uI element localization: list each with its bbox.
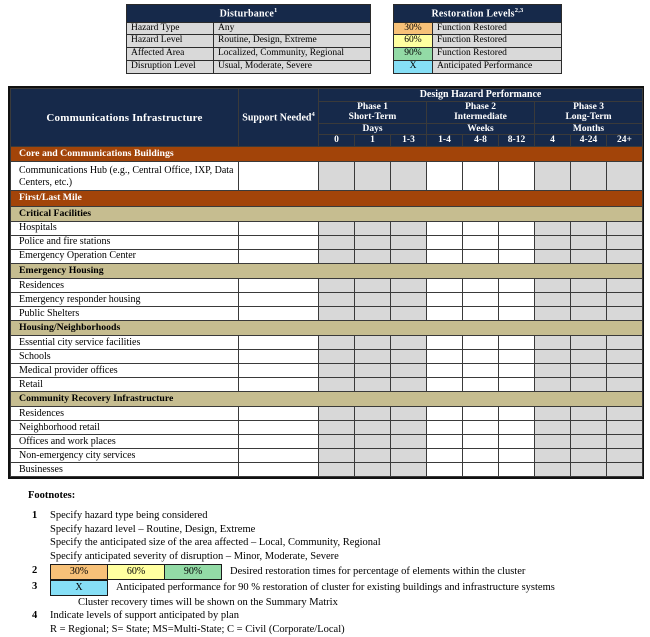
footnote-line: Specify the anticipated size of the area affected – Local, Community, Regional [50, 537, 381, 549]
header-design-hazard-performance: Design Hazard Performance [319, 89, 643, 101]
performance-cell-4[interactable] [427, 378, 463, 392]
performance-cell-3[interactable] [391, 350, 427, 364]
performance-cell-5[interactable] [463, 364, 499, 378]
footnote-text: Desired restoration times for percentage of elements within the cluster [230, 565, 526, 577]
performance-cell-9[interactable] [607, 221, 643, 235]
performance-cell-7[interactable] [535, 350, 571, 364]
performance-cell-7[interactable] [535, 449, 571, 463]
performance-cell-3[interactable] [391, 279, 427, 293]
support-needed-cell[interactable] [239, 249, 319, 263]
performance-cell-6[interactable] [499, 249, 535, 263]
anticipated-performance-swatch: X [50, 580, 108, 596]
footnote-line: Specify hazard level – Routine, Design, Extreme [50, 523, 256, 535]
performance-cell-6[interactable] [499, 350, 535, 364]
restoration-legend-title [394, 5, 562, 23]
support-needed-cell[interactable] [239, 463, 319, 477]
performance-cell-4[interactable] [427, 364, 463, 378]
performance-cell-5[interactable] [463, 307, 499, 321]
performance-cell-5[interactable] [463, 336, 499, 350]
disturbance-row [127, 61, 371, 74]
performance-cell-9[interactable] [607, 364, 643, 378]
footnote-body [50, 609, 650, 636]
performance-cell-7[interactable] [535, 162, 571, 191]
support-needed-cell[interactable] [239, 307, 319, 321]
support-needed-cell[interactable] [239, 407, 319, 421]
footnote-line: R = Regional; S= State; MS=Multi-State; C = Civil (Corporate/Local) [50, 623, 345, 635]
performance-cell-2[interactable] [355, 279, 391, 293]
performance-cell-5[interactable] [463, 279, 499, 293]
infrastructure-item-label: Emergency responder housing [11, 293, 239, 307]
restoration-swatch: 30% [51, 565, 108, 579]
performance-cell-2[interactable] [355, 378, 391, 392]
performance-cell-3[interactable] [391, 407, 427, 421]
disturbance-label: Hazard Type [127, 22, 214, 35]
support-needed-cell[interactable] [239, 162, 319, 191]
performance-cell-5[interactable] [463, 221, 499, 235]
table-row[interactable] [11, 293, 643, 307]
disturbance-label: Affected Area [127, 48, 214, 61]
performance-cell-8[interactable] [571, 336, 607, 350]
performance-cell-9[interactable] [607, 463, 643, 477]
footnote-line: Specify anticipated severity of disruption – Minor, Moderate, Severe [50, 551, 339, 563]
header-tick-p3-1: 4 [535, 135, 571, 147]
support-needed-cell[interactable] [239, 449, 319, 463]
header-phase-2-unit: Weeks [427, 123, 535, 135]
performance-cell-6[interactable] [499, 407, 535, 421]
performance-cell-1[interactable] [319, 449, 355, 463]
restoration-level-description: Function Restored [433, 22, 562, 35]
section-band-label: Housing/Neighborhoods [11, 321, 643, 336]
performance-cell-8[interactable] [571, 249, 607, 263]
resilience-matrix-container [8, 86, 644, 479]
performance-cell-4[interactable] [427, 221, 463, 235]
footnote-line: Indicate levels of support anticipated by plan [50, 610, 239, 622]
support-needed-cell[interactable] [239, 350, 319, 364]
phase-name: Phase 3 [573, 101, 604, 112]
phase-term: Short-Term [348, 112, 397, 123]
performance-cell-4[interactable] [427, 421, 463, 435]
header-tick-p3-2: 4-24 [571, 135, 607, 147]
performance-cell-9[interactable] [607, 293, 643, 307]
support-needed-text: Support Needed [242, 112, 312, 124]
section-band-label: Emergency Housing [11, 263, 643, 278]
performance-cell-9[interactable] [607, 249, 643, 263]
restoration-level-description: Function Restored [433, 48, 562, 61]
performance-cell-5[interactable] [463, 249, 499, 263]
performance-cell-3[interactable] [391, 293, 427, 307]
header-phase-1-unit: Days [319, 123, 427, 135]
performance-cell-1[interactable] [319, 235, 355, 249]
performance-cell-8[interactable] [571, 162, 607, 191]
infrastructure-item-label: Offices and work places [11, 435, 239, 449]
performance-cell-3[interactable] [391, 463, 427, 477]
performance-cell-8[interactable] [571, 293, 607, 307]
performance-cell-9[interactable] [607, 307, 643, 321]
footnote-number: 2 [32, 564, 38, 576]
performance-cell-2[interactable] [355, 235, 391, 249]
performance-cell-7[interactable] [535, 463, 571, 477]
header-tick-p1-1: 0 [319, 135, 355, 147]
performance-cell-8[interactable] [571, 221, 607, 235]
footnote-body [50, 580, 650, 610]
performance-cell-2[interactable] [355, 407, 391, 421]
performance-cell-1[interactable] [319, 463, 355, 477]
performance-cell-3[interactable] [391, 435, 427, 449]
performance-cell-5[interactable] [463, 350, 499, 364]
performance-cell-1[interactable] [319, 421, 355, 435]
restoration-swatch-group [50, 564, 222, 580]
performance-cell-1[interactable] [319, 307, 355, 321]
infrastructure-item-label: Emergency Operation Center [11, 249, 239, 263]
performance-cell-2[interactable] [355, 350, 391, 364]
disturbance-legend-title [127, 5, 371, 23]
performance-cell-3[interactable] [391, 449, 427, 463]
restoration-level-description: Anticipated Performance [433, 61, 562, 74]
performance-cell-4[interactable] [427, 449, 463, 463]
performance-cell-9[interactable] [607, 421, 643, 435]
matrix-body [11, 147, 643, 477]
performance-cell-4[interactable] [427, 293, 463, 307]
header-communications-infrastructure: Communications Infrastructure [11, 89, 239, 147]
performance-cell-3[interactable] [391, 307, 427, 321]
performance-cell-5[interactable] [463, 293, 499, 307]
performance-cell-6[interactable] [499, 162, 535, 191]
performance-cell-1[interactable] [319, 162, 355, 191]
resilience-matrix-table [10, 88, 643, 477]
restoration-row [394, 48, 562, 61]
performance-cell-4[interactable] [427, 407, 463, 421]
performance-cell-3[interactable] [391, 221, 427, 235]
performance-cell-7[interactable] [535, 421, 571, 435]
footnote-body [50, 564, 650, 580]
disturbance-row [127, 35, 371, 48]
header-phase-2 [427, 101, 535, 123]
table-row[interactable] [11, 435, 643, 449]
header-phase-1 [319, 101, 427, 123]
disturbance-row [127, 22, 371, 35]
performance-cell-8[interactable] [571, 421, 607, 435]
performance-cell-3[interactable] [391, 378, 427, 392]
performance-cell-7[interactable] [535, 435, 571, 449]
section-band-row [11, 206, 643, 221]
footnote-text: Anticipated performance for 90 % restoration of cluster for existing buildings and infrastructure systems [116, 581, 555, 593]
performance-cell-8[interactable] [571, 279, 607, 293]
performance-cell-8[interactable] [571, 463, 607, 477]
performance-cell-5[interactable] [463, 435, 499, 449]
performance-cell-1[interactable] [319, 378, 355, 392]
performance-cell-4[interactable] [427, 463, 463, 477]
table-row[interactable] [11, 279, 643, 293]
restoration-title-superscript: 2,3 [514, 7, 524, 14]
performance-cell-4[interactable] [427, 279, 463, 293]
restoration-title-text: Restoration Levels [431, 8, 515, 20]
table-row[interactable] [11, 235, 643, 249]
performance-cell-7[interactable] [535, 221, 571, 235]
footnote-body [50, 509, 650, 564]
performance-cell-2[interactable] [355, 293, 391, 307]
table-row[interactable] [11, 249, 643, 263]
restoration-row [394, 61, 562, 74]
header-phase-3-unit: Months [535, 123, 643, 135]
footnote-line: Specify hazard type being considered [50, 510, 208, 522]
performance-cell-1[interactable] [319, 249, 355, 263]
performance-cell-4[interactable] [427, 249, 463, 263]
performance-cell-6[interactable] [499, 336, 535, 350]
infrastructure-item-label: Residences [11, 407, 239, 421]
header-tick-p2-3: 8-12 [499, 135, 535, 147]
performance-cell-2[interactable] [355, 307, 391, 321]
performance-cell-2[interactable] [355, 364, 391, 378]
performance-cell-6[interactable] [499, 235, 535, 249]
table-row[interactable] [11, 336, 643, 350]
restoration-level-swatch: X [394, 61, 433, 74]
performance-cell-9[interactable] [607, 435, 643, 449]
performance-cell-9[interactable] [607, 336, 643, 350]
infrastructure-item-label: Residences [11, 279, 239, 293]
disturbance-value: Localized, Community, Regional [214, 48, 371, 61]
infrastructure-item-label: Schools [11, 350, 239, 364]
performance-cell-4[interactable] [427, 235, 463, 249]
performance-cell-3[interactable] [391, 235, 427, 249]
disturbance-title-text: Disturbance [219, 8, 274, 20]
phase-name: Phase 1 [357, 101, 388, 112]
matrix-header [11, 89, 643, 147]
section-band-row [11, 191, 643, 206]
performance-cell-7[interactable] [535, 279, 571, 293]
performance-cell-2[interactable] [355, 421, 391, 435]
performance-cell-3[interactable] [391, 162, 427, 191]
performance-cell-9[interactable] [607, 449, 643, 463]
performance-cell-1[interactable] [319, 407, 355, 421]
support-needed-cell[interactable] [239, 378, 319, 392]
performance-cell-6[interactable] [499, 435, 535, 449]
infrastructure-item-label: Medical provider offices [11, 364, 239, 378]
performance-cell-7[interactable] [535, 235, 571, 249]
restoration-swatch: 90% [165, 565, 221, 579]
footnote-swatch-line [50, 564, 650, 580]
performance-cell-3[interactable] [391, 364, 427, 378]
disturbance-value: Routine, Design, Extreme [214, 35, 371, 48]
restoration-row [394, 35, 562, 48]
footnote-number: 1 [32, 510, 38, 522]
restoration-level-swatch: 60% [394, 35, 433, 48]
table-row[interactable] [11, 364, 643, 378]
restoration-swatch: 60% [108, 565, 165, 579]
performance-cell-6[interactable] [499, 463, 535, 477]
performance-cell-2[interactable] [355, 463, 391, 477]
top-legend-area [0, 0, 650, 74]
performance-cell-1[interactable] [319, 279, 355, 293]
infrastructure-item-label: Hospitals [11, 221, 239, 235]
disturbance-row [127, 48, 371, 61]
performance-cell-2[interactable] [355, 162, 391, 191]
performance-cell-8[interactable] [571, 407, 607, 421]
performance-cell-3[interactable] [391, 421, 427, 435]
performance-cell-9[interactable] [607, 235, 643, 249]
performance-cell-6[interactable] [499, 449, 535, 463]
phase-term: Intermediate [454, 112, 507, 123]
performance-cell-8[interactable] [571, 364, 607, 378]
section-band-row [11, 321, 643, 336]
performance-cell-7[interactable] [535, 336, 571, 350]
support-needed-cell[interactable] [239, 435, 319, 449]
performance-cell-4[interactable] [427, 336, 463, 350]
disturbance-value: Any [214, 22, 371, 35]
performance-cell-8[interactable] [571, 350, 607, 364]
table-row[interactable] [11, 463, 643, 477]
section-band-label: Community Recovery Infrastructure [11, 392, 643, 407]
performance-cell-1[interactable] [319, 350, 355, 364]
performance-cell-8[interactable] [571, 378, 607, 392]
section-band-row [11, 147, 643, 162]
infrastructure-item-label: Retail [11, 378, 239, 392]
performance-cell-2[interactable] [355, 435, 391, 449]
performance-cell-6[interactable] [499, 293, 535, 307]
table-row[interactable] [11, 421, 643, 435]
performance-cell-6[interactable] [499, 421, 535, 435]
support-needed-cell[interactable] [239, 221, 319, 235]
infrastructure-item-label: Non-emergency city services [11, 449, 239, 463]
performance-cell-1[interactable] [319, 336, 355, 350]
performance-cell-4[interactable] [427, 350, 463, 364]
performance-cell-1[interactable] [319, 364, 355, 378]
section-band-label: Critical Facilities [11, 206, 643, 221]
performance-cell-5[interactable] [463, 463, 499, 477]
footnotes-title: Footnotes: [28, 490, 76, 502]
performance-cell-7[interactable] [535, 293, 571, 307]
performance-cell-5[interactable] [463, 378, 499, 392]
footnote-item [28, 580, 650, 610]
performance-cell-5[interactable] [463, 449, 499, 463]
performance-cell-7[interactable] [535, 364, 571, 378]
restoration-level-swatch: 90% [394, 48, 433, 61]
footnote-item [28, 564, 650, 580]
header-tick-p2-1: 1-4 [427, 135, 463, 147]
performance-cell-8[interactable] [571, 307, 607, 321]
footnote-item [28, 609, 650, 636]
section-band-row [11, 263, 643, 278]
support-needed-superscript: 4 [311, 111, 315, 119]
performance-cell-9[interactable] [607, 407, 643, 421]
support-needed-cell[interactable] [239, 336, 319, 350]
performance-cell-7[interactable] [535, 378, 571, 392]
infrastructure-item-label: Businesses [11, 463, 239, 477]
footnote-subline: Cluster recovery times will be shown on the Summary Matrix [78, 596, 338, 608]
table-row[interactable] [11, 162, 643, 191]
performance-cell-2[interactable] [355, 449, 391, 463]
performance-cell-8[interactable] [571, 449, 607, 463]
disturbance-label: Hazard Level [127, 35, 214, 48]
performance-cell-5[interactable] [463, 162, 499, 191]
section-band-label: Core and Communications Buildings [11, 147, 643, 162]
performance-cell-8[interactable] [571, 435, 607, 449]
table-row[interactable] [11, 407, 643, 421]
performance-cell-7[interactable] [535, 249, 571, 263]
footnote-item [28, 509, 650, 564]
performance-cell-6[interactable] [499, 364, 535, 378]
phase-name: Phase 2 [465, 101, 496, 112]
performance-cell-6[interactable] [499, 307, 535, 321]
performance-cell-1[interactable] [319, 435, 355, 449]
header-tick-p1-2: 1 [355, 135, 391, 147]
performance-cell-2[interactable] [355, 221, 391, 235]
header-support-needed [239, 89, 319, 147]
disturbance-title-superscript: 1 [273, 7, 278, 14]
disturbance-legend-table [126, 4, 371, 74]
performance-cell-7[interactable] [535, 407, 571, 421]
infrastructure-item-label: Neighborhood retail [11, 421, 239, 435]
performance-cell-4[interactable] [427, 162, 463, 191]
performance-cell-3[interactable] [391, 249, 427, 263]
support-needed-cell[interactable] [239, 421, 319, 435]
support-needed-cell[interactable] [239, 364, 319, 378]
performance-cell-6[interactable] [499, 279, 535, 293]
header-phase-3 [535, 101, 643, 123]
performance-cell-7[interactable] [535, 307, 571, 321]
table-row[interactable] [11, 350, 643, 364]
table-row[interactable] [11, 221, 643, 235]
footnote-number: 4 [32, 610, 38, 622]
performance-cell-9[interactable] [607, 350, 643, 364]
performance-cell-1[interactable] [319, 221, 355, 235]
performance-cell-1[interactable] [319, 293, 355, 307]
performance-cell-5[interactable] [463, 407, 499, 421]
performance-cell-2[interactable] [355, 249, 391, 263]
performance-cell-4[interactable] [427, 435, 463, 449]
phase-term: Long-Term [565, 112, 612, 123]
header-tick-p3-3: 24+ [607, 135, 643, 147]
performance-cell-5[interactable] [463, 421, 499, 435]
performance-cell-5[interactable] [463, 235, 499, 249]
footnote-number: 3 [32, 580, 38, 592]
support-needed-cell[interactable] [239, 235, 319, 249]
infrastructure-item-label: Police and fire stations [11, 235, 239, 249]
support-needed-cell[interactable] [239, 279, 319, 293]
table-row[interactable] [11, 307, 643, 321]
section-band-row [11, 392, 643, 407]
performance-cell-8[interactable] [571, 235, 607, 249]
header-tick-p1-3: 1-3 [391, 135, 427, 147]
disturbance-label: Disruption Level [127, 61, 214, 74]
restoration-level-description: Function Restored [433, 35, 562, 48]
footnote-x-swatch-line [50, 580, 650, 596]
section-band-label: First/Last Mile [11, 191, 643, 206]
performance-cell-3[interactable] [391, 336, 427, 350]
performance-cell-9[interactable] [607, 279, 643, 293]
table-row[interactable] [11, 378, 643, 392]
performance-cell-2[interactable] [355, 336, 391, 350]
performance-cell-9[interactable] [607, 378, 643, 392]
restoration-levels-legend-table [393, 4, 562, 74]
restoration-row [394, 22, 562, 35]
restoration-level-swatch: 30% [394, 22, 433, 35]
disturbance-value: Usual, Moderate, Severe [214, 61, 371, 74]
infrastructure-item-label: Communications Hub (e.g., Central Office, IXP, Data Centers, etc.) [11, 162, 239, 191]
performance-cell-6[interactable] [499, 378, 535, 392]
performance-cell-9[interactable] [607, 162, 643, 191]
support-needed-cell[interactable] [239, 293, 319, 307]
table-row[interactable] [11, 449, 643, 463]
performance-cell-4[interactable] [427, 307, 463, 321]
infrastructure-item-label: Essential city service facilities [11, 336, 239, 350]
header-tick-p2-2: 4-8 [463, 135, 499, 147]
infrastructure-item-label: Public Shelters [11, 307, 239, 321]
performance-cell-6[interactable] [499, 221, 535, 235]
footnotes-section [28, 489, 650, 636]
